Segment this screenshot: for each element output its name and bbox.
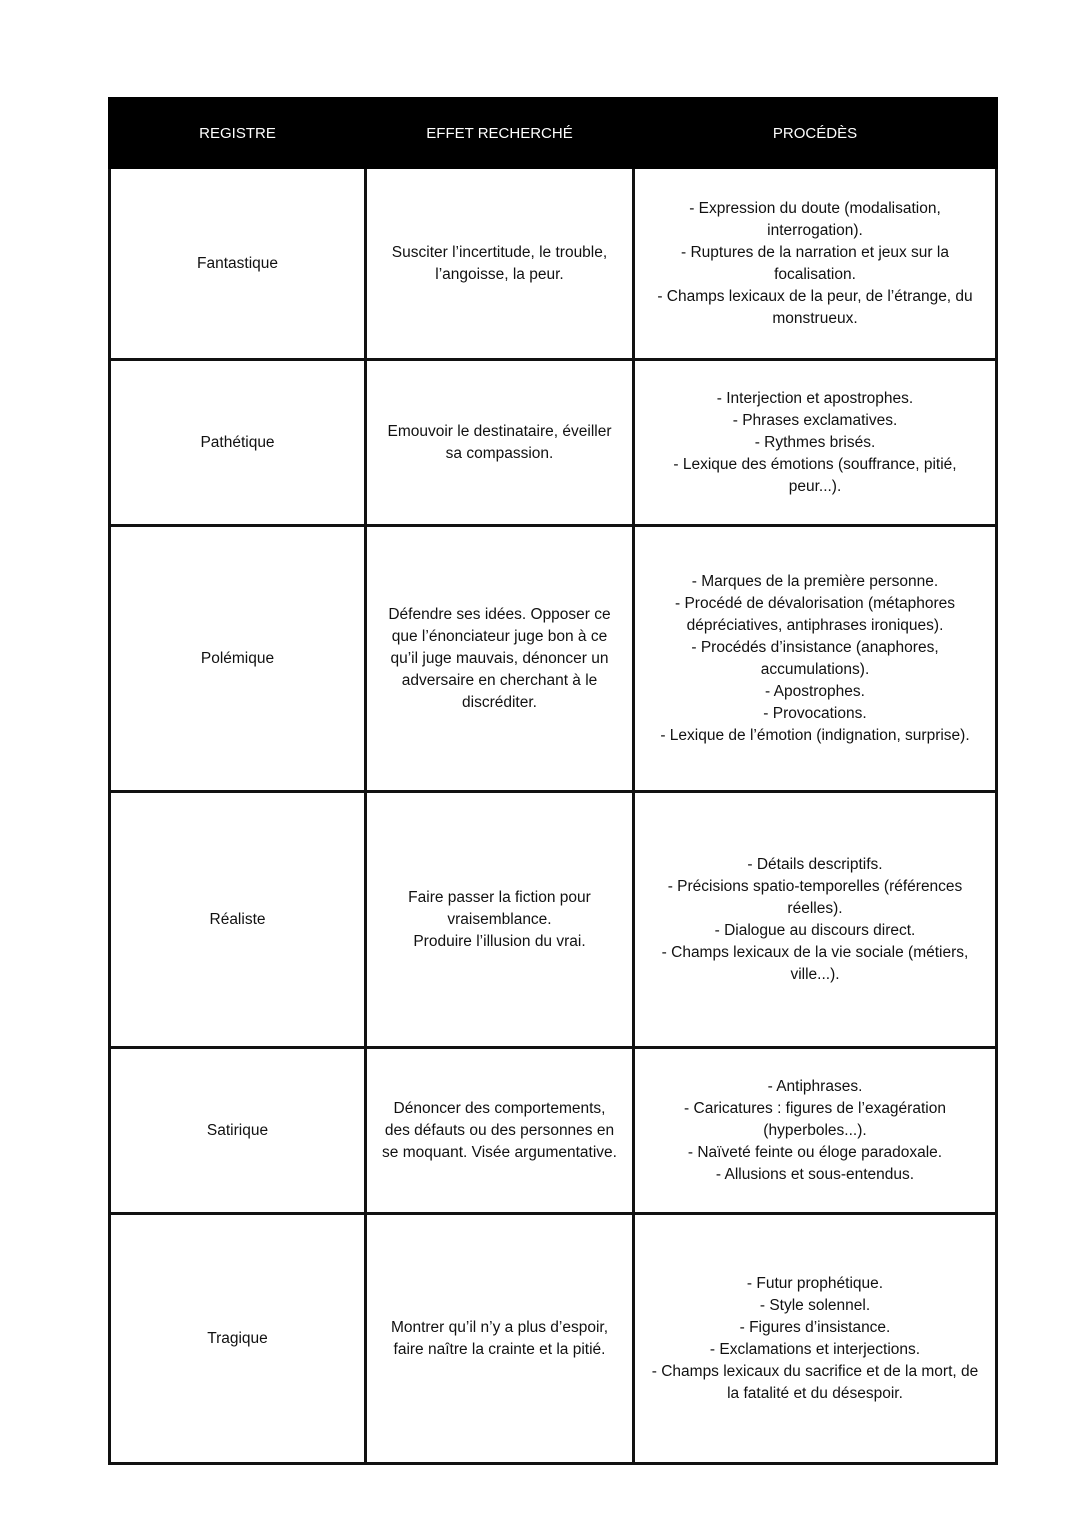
cell-registre: Fantastique: [110, 168, 366, 360]
registres-table: [108, 97, 998, 1465]
cell-registre: Pathétique: [110, 360, 366, 526]
table-row: [110, 1048, 997, 1214]
cell-effet: Faire passer la fiction pour vraisemblance. Produire l’illusion du vrai.: [366, 792, 634, 1048]
cell-procedes: - Antiphrases. - Caricatures : figures de l’exagération (hyperboles...). - Naïveté feinte ou éloge paradoxale. - Allusions et sous-entendus.: [634, 1048, 997, 1214]
cell-effet: Montrer qu’il n’y a plus d’espoir, faire naître la crainte et la pitié.: [366, 1214, 634, 1464]
cell-procedes: - Marques de la première personne. - Procédé de dévalorisation (métaphores dépréciatives, antiphrases ironiques). - Procédés d’insistance (anaphores, accumulations). - Apostrophes. - Provocations. - Lexique de l’émotion (indignation, surprise).: [634, 526, 997, 792]
cell-procedes: - Futur prophétique. - Style solennel. - Figures d’insistance. - Exclamations et interjections. - Champs lexicaux du sacrifice et de la mort, de la fatalité et du désespoir.: [634, 1214, 997, 1464]
cell-procedes: - Interjection et apostrophes. - Phrases exclamatives. - Rythmes brisés. - Lexique des émotions (souffrance, pitié, peur...).: [634, 360, 997, 526]
cell-effet: Défendre ses idées. Opposer ce que l’énonciateur juge bon à ce qu’il juge mauvais, dénoncer un adversaire en cherchant à le discréditer.: [366, 526, 634, 792]
table-row: [110, 360, 997, 526]
header-registre: REGISTRE: [110, 99, 366, 168]
cell-effet: Dénoncer des comportements, des défauts ou des personnes en se moquant. Visée argumentative.: [366, 1048, 634, 1214]
cell-procedes: - Détails descriptifs. - Précisions spatio-temporelles (références réelles). - Dialogue au discours direct. - Champs lexicaux de la vie sociale (métiers, ville...).: [634, 792, 997, 1048]
table-row: [110, 168, 997, 360]
cell-effet: Emouvoir le destinataire, éveiller sa compassion.: [366, 360, 634, 526]
cell-procedes: - Expression du doute (modalisation, interrogation). - Ruptures de la narration et jeux sur la focalisation. - Champs lexicaux de la peur, de l’étrange, du monstrueux.: [634, 168, 997, 360]
header-row: [110, 99, 997, 168]
table-row: [110, 1214, 997, 1464]
table-row: [110, 792, 997, 1048]
table-row: [110, 526, 997, 792]
cell-effet: Susciter l’incertitude, le trouble, l’angoisse, la peur.: [366, 168, 634, 360]
cell-registre: Satirique: [110, 1048, 366, 1214]
header-procedes: PROCÉDÈS: [634, 99, 997, 168]
header-effet: EFFET RECHERCHÉ: [366, 99, 634, 168]
cell-registre: Réaliste: [110, 792, 366, 1048]
cell-registre: Tragique: [110, 1214, 366, 1464]
cell-registre: Polémique: [110, 526, 366, 792]
